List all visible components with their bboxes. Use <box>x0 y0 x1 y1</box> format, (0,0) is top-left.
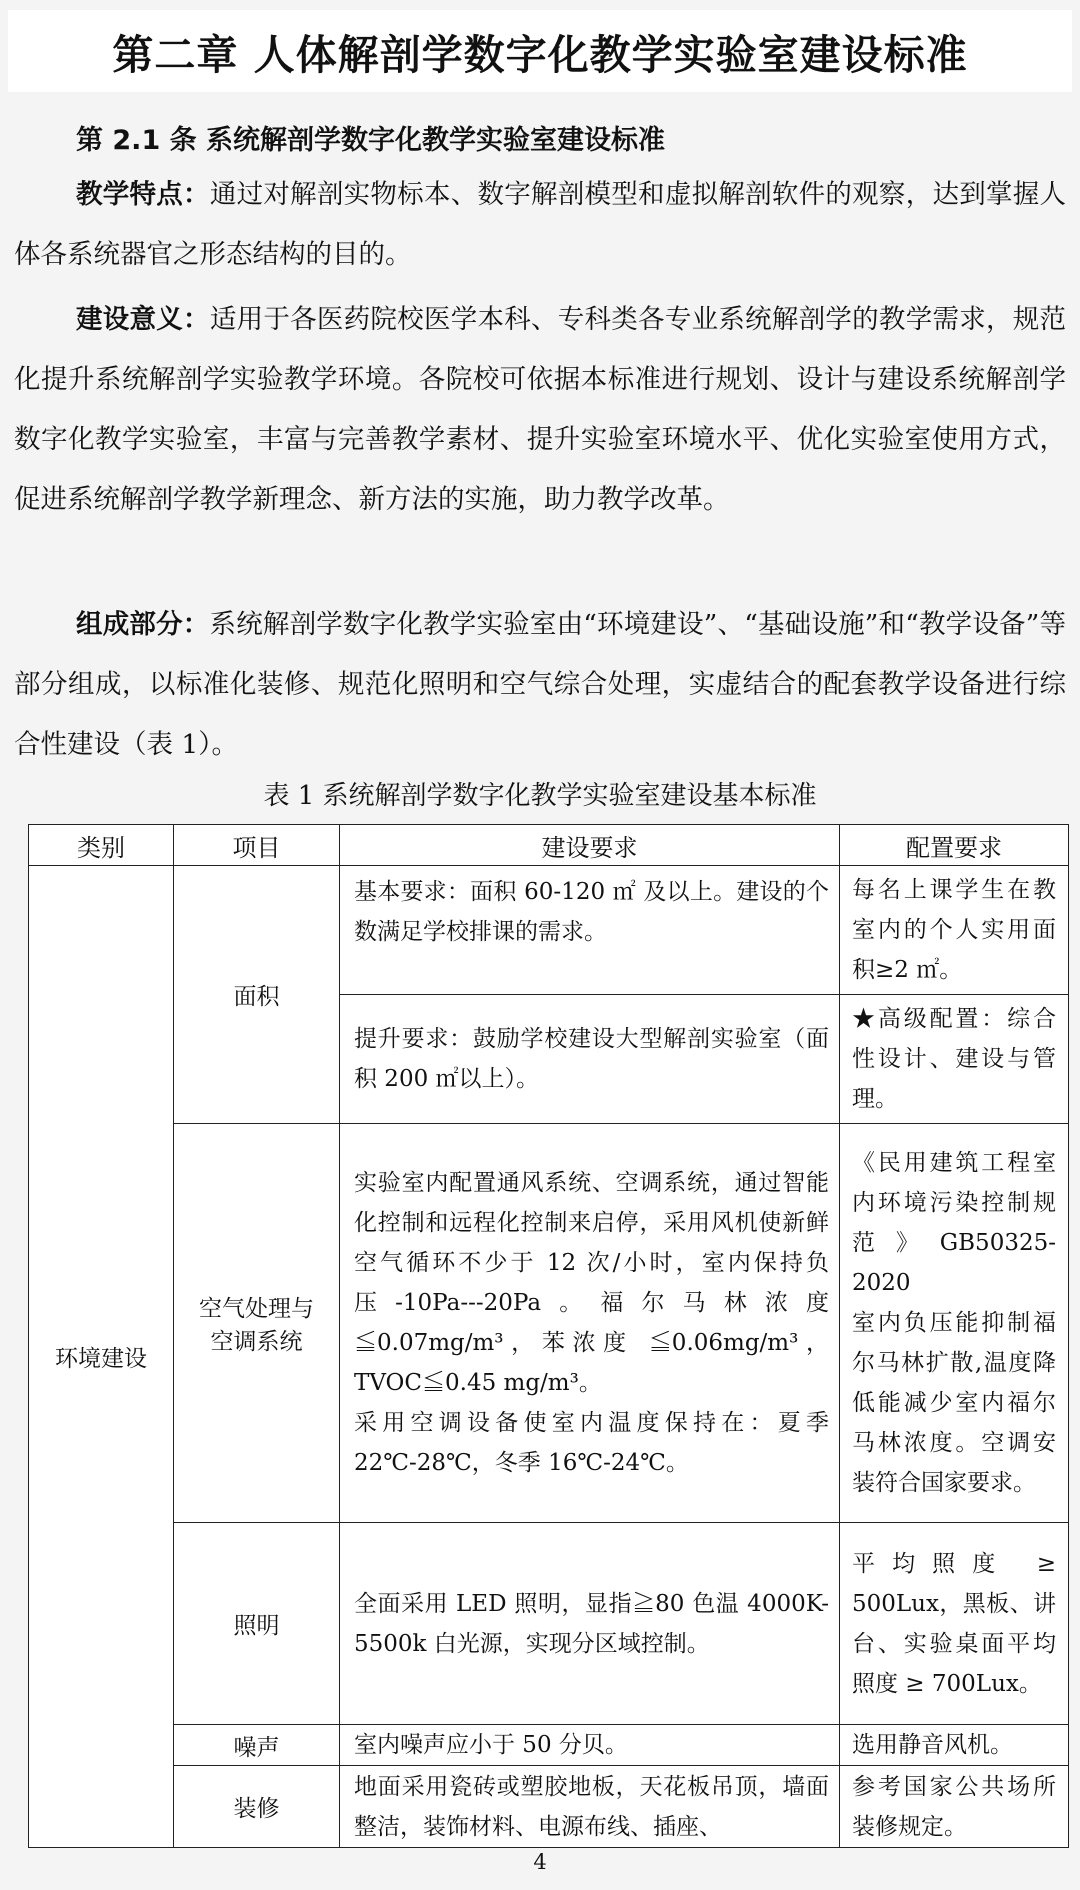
paragraph-components <box>14 595 1066 775</box>
chapter-title-bar <box>8 10 1072 92</box>
paragraph-text: 通过对解剖实物标本、数字解剖模型和虚拟解剖软件的观察，达到掌握人体各系统器官之形态结构的目的。 <box>14 179 1067 270</box>
requirement-cell: 提升要求：鼓励学校建设大型解剖实验室（面积 200 ㎡以上）。 <box>340 995 840 1124</box>
paragraph-lead: 组成部分： <box>76 609 210 640</box>
item-cell-area: 面积 <box>174 866 340 1124</box>
requirement-cell: 全面采用 LED 照明，显指≧80 色温 4000K-5500k 白光源，实现分区域控制。 <box>340 1523 840 1725</box>
header-configuration: 配置要求 <box>840 825 1069 866</box>
paragraph-text: 系统解剖学数字化教学实验室由“环境建设”、“基础设施”和“教学设备”等部分组成，以标准化装修、规范化照明和空气综合处理，实虚结合的配套教学设备进行综合性建设（表 1）。 <box>14 609 1067 760</box>
requirement-cell <box>340 1124 840 1523</box>
table-row <box>29 1523 1069 1725</box>
configuration-cell: 选用静音风机。 <box>840 1725 1069 1766</box>
configuration-cell: ★高级配置：综合性设计、建设与管理。 <box>840 995 1069 1124</box>
table-row <box>29 1725 1069 1766</box>
paragraph-lead: 教学特点： <box>76 179 210 210</box>
configuration-text: 《民用建筑工程室内环境污染控制规范》GB50325-2020 <box>852 1150 1056 1296</box>
requirement-cell: 室内噪声应小于 50 分贝。 <box>340 1725 840 1766</box>
item-cell-air: 空气处理与空调系统 <box>174 1124 340 1523</box>
item-cell-lighting: 照明 <box>174 1523 340 1725</box>
paragraph-significance <box>14 290 1066 530</box>
configuration-text: 室内负压能抑制福尔马林扩散,温度降低能减少室内福尔马林浓度。空调安装符合国家要求。 <box>852 1310 1056 1496</box>
requirement-text: 实验室内配置通风系统、空调系统，通过智能化控制和远程化控制来启停，采用风机使新鲜空气循环不少于 12 次/小时，室内保持负压-10Pa---20Pa。福尔马林浓度≦0.07mg/m³，苯浓度 ≦0.06mg/m³，TVOC≦0.45 mg/m³。 <box>354 1170 829 1396</box>
standards-table <box>28 824 1069 1848</box>
table-row <box>29 1766 1069 1848</box>
table-header-row <box>29 825 1069 866</box>
paragraph-lead: 建设意义： <box>76 304 210 335</box>
chapter-title: 第二章 人体解剖学数字化教学实验室建设标准 <box>112 30 968 79</box>
table-row <box>29 866 1069 995</box>
table-caption: 表 1 系统解剖学数字化教学实验室建设基本标准 <box>263 781 817 811</box>
table-row <box>29 1124 1069 1523</box>
requirement-cell: 基本要求：面积 60-120 ㎡ 及以上。建设的个数满足学校排课的需求。 <box>340 866 840 995</box>
configuration-cell: 每名上课学生在教室内的个人实用面积≥2 ㎡。 <box>840 866 1069 995</box>
configuration-cell: 参考国家公共场所装修规定。 <box>840 1766 1069 1848</box>
header-category: 类别 <box>29 825 174 866</box>
requirement-cell: 地面采用瓷砖或塑胶地板，天花板吊顶，墙面整洁，装饰材料、电源布线、插座、 <box>340 1766 840 1848</box>
article-title: 第 2.1 条 系统解剖学数字化教学实验室建设标准 <box>76 125 666 156</box>
header-requirements: 建设要求 <box>340 825 840 866</box>
header-item: 项目 <box>174 825 340 866</box>
paragraph-teaching-features <box>14 165 1066 285</box>
paragraph-text: 适用于各医药院校医学本科、专科类各专业系统解剖学的教学需求，规范化提升系统解剖学实验教学环境。各院校可依据本标准进行规划、设计与建设系统解剖学数字化教学实验室，丰富与完善教学素材、提升实验室环境水平、优化实验室使用方式，促进系统解剖学教学新理念、新方法的实施，助力教学改革。 <box>14 304 1067 515</box>
item-cell-noise: 噪声 <box>174 1725 340 1766</box>
configuration-cell <box>840 1124 1069 1523</box>
configuration-cell: 平均照度 ≥ 500Lux，黑板、讲台、实验桌面平均照度 ≥ 700Lux。 <box>840 1523 1069 1725</box>
page-number: 4 <box>533 1850 547 1874</box>
requirement-text: 采用空调设备使室内温度保持在：夏季 22℃-28℃，冬季 16℃-24℃。 <box>354 1410 829 1476</box>
category-cell: 环境建设 <box>29 866 174 1848</box>
item-cell-decoration: 装修 <box>174 1766 340 1848</box>
